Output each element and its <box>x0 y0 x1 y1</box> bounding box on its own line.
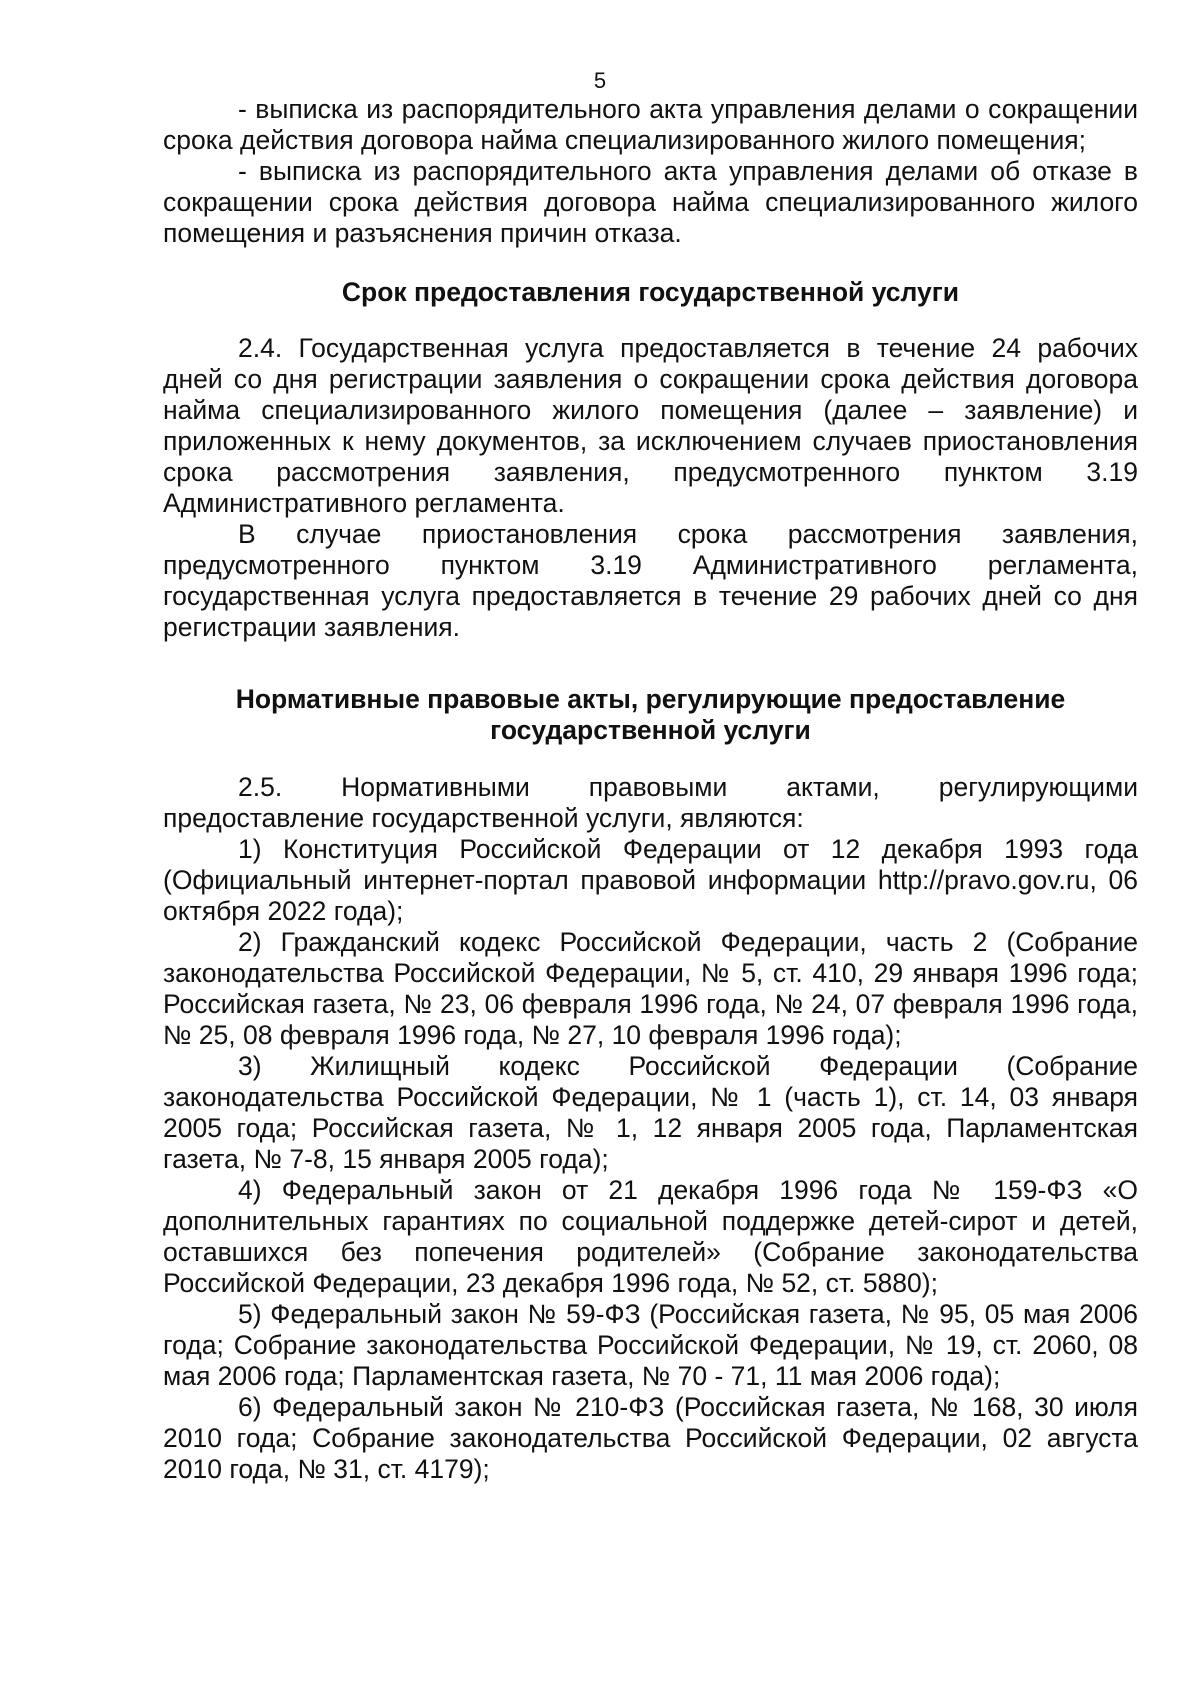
page-number: 5 <box>593 68 607 93</box>
list-item: - выписка из распорядительного акта управления делами об отказе в сокращении срока действия договора найма специализированного жилого помещения и разъяснения причин отказа. <box>163 156 1138 248</box>
legal-act-item: 1) Конституция Российской Федерации от 12 декабря 1993 года (Официальный интернет-портал правовой информации http://pravo.gov.ru, 06 октября 2022 года); <box>163 834 1138 926</box>
section-heading-term: Срок предоставления государственной услуги <box>341 277 960 307</box>
legal-act-item: 3) Жилищный кодекс Российской Федерации (Собрание законодательства Российской Федерации, № 1 (часть 1), ст. 14, 03 января 2005 года; Российская газета, № 1, 12 января 2005 года, Парламентская газета, № 7-8, 15 января 2005 года); <box>163 1051 1138 1174</box>
heading-line-2: государственной услуги <box>490 715 811 745</box>
section-heading-legal-acts <box>163 684 1138 746</box>
legal-act-item: 4) Федеральный закон от 21 декабря 1996 года № 159-ФЗ «О дополнительных гарантиях по социальной поддержке детей-сирот и детей, оставшихся без попечения родителей» (Собрание законодательства Российской Федерации, 23 декабря 1996 года, № 52, ст. 5880); <box>163 1175 1138 1298</box>
list-item: - выписка из распорядительного акта управления делами о сокращении срока действия договора найма специализированного жилого помещения; <box>163 94 1138 155</box>
legal-act-item: 2) Гражданский кодекс Российской Федерации, часть 2 (Собрание законодательства Российской Федерации, № 5, ст. 410, 29 января 1996 года; Российская газета, № 23, 06 февраля 1996 года, № 24, 07 февраля 1996 года, № 25, 08 февраля 1996 года, № 27, 10 февраля 1996 года); <box>163 927 1138 1050</box>
legal-act-item: 6) Федеральный закон № 210-ФЗ (Российская газета, № 168, 30 июля 2010 года; Собрание законодательства Российской Федерации, 02 августа 2010 года, № 31, ст. 4179); <box>163 1392 1138 1484</box>
page-content <box>163 94 1138 1485</box>
legal-act-item: 5) Федеральный закон № 59-ФЗ (Российская газета, № 95, 05 мая 2006 года; Собрание законодательства Российской Федерации, № 19, ст. 2060, 08 мая 2006 года; Парламентская газета, № 70 - 71, 11 мая 2006 года); <box>163 1299 1138 1391</box>
heading-line-1: Нормативные правовые акты, регулирующие предоставление <box>235 684 1066 714</box>
paragraph-2-4: 2.4. Государственная услуга предоставляется в течение 24 рабочих дней со дня регистрации заявления о сокращении срока действия договора найма специализированного жилого помещения (далее – заявление) и приложенных к нему документов, за исключением случаев приостановления срока рассмотрения заявления, предусмотренного пунктом 3.19 Административного регламента. <box>163 333 1138 518</box>
paragraph-suspension: В случае приостановления срока рассмотрения заявления, предусмотренного пунктом 3.19 Административного регламента, государственная услуга предоставляется в течение 29 рабочих дней со дня регистрации заявления. <box>163 519 1138 642</box>
paragraph-2-5: 2.5. Нормативными правовыми актами, регулирующими предоставление государственной услуги, являются: <box>163 772 1138 833</box>
